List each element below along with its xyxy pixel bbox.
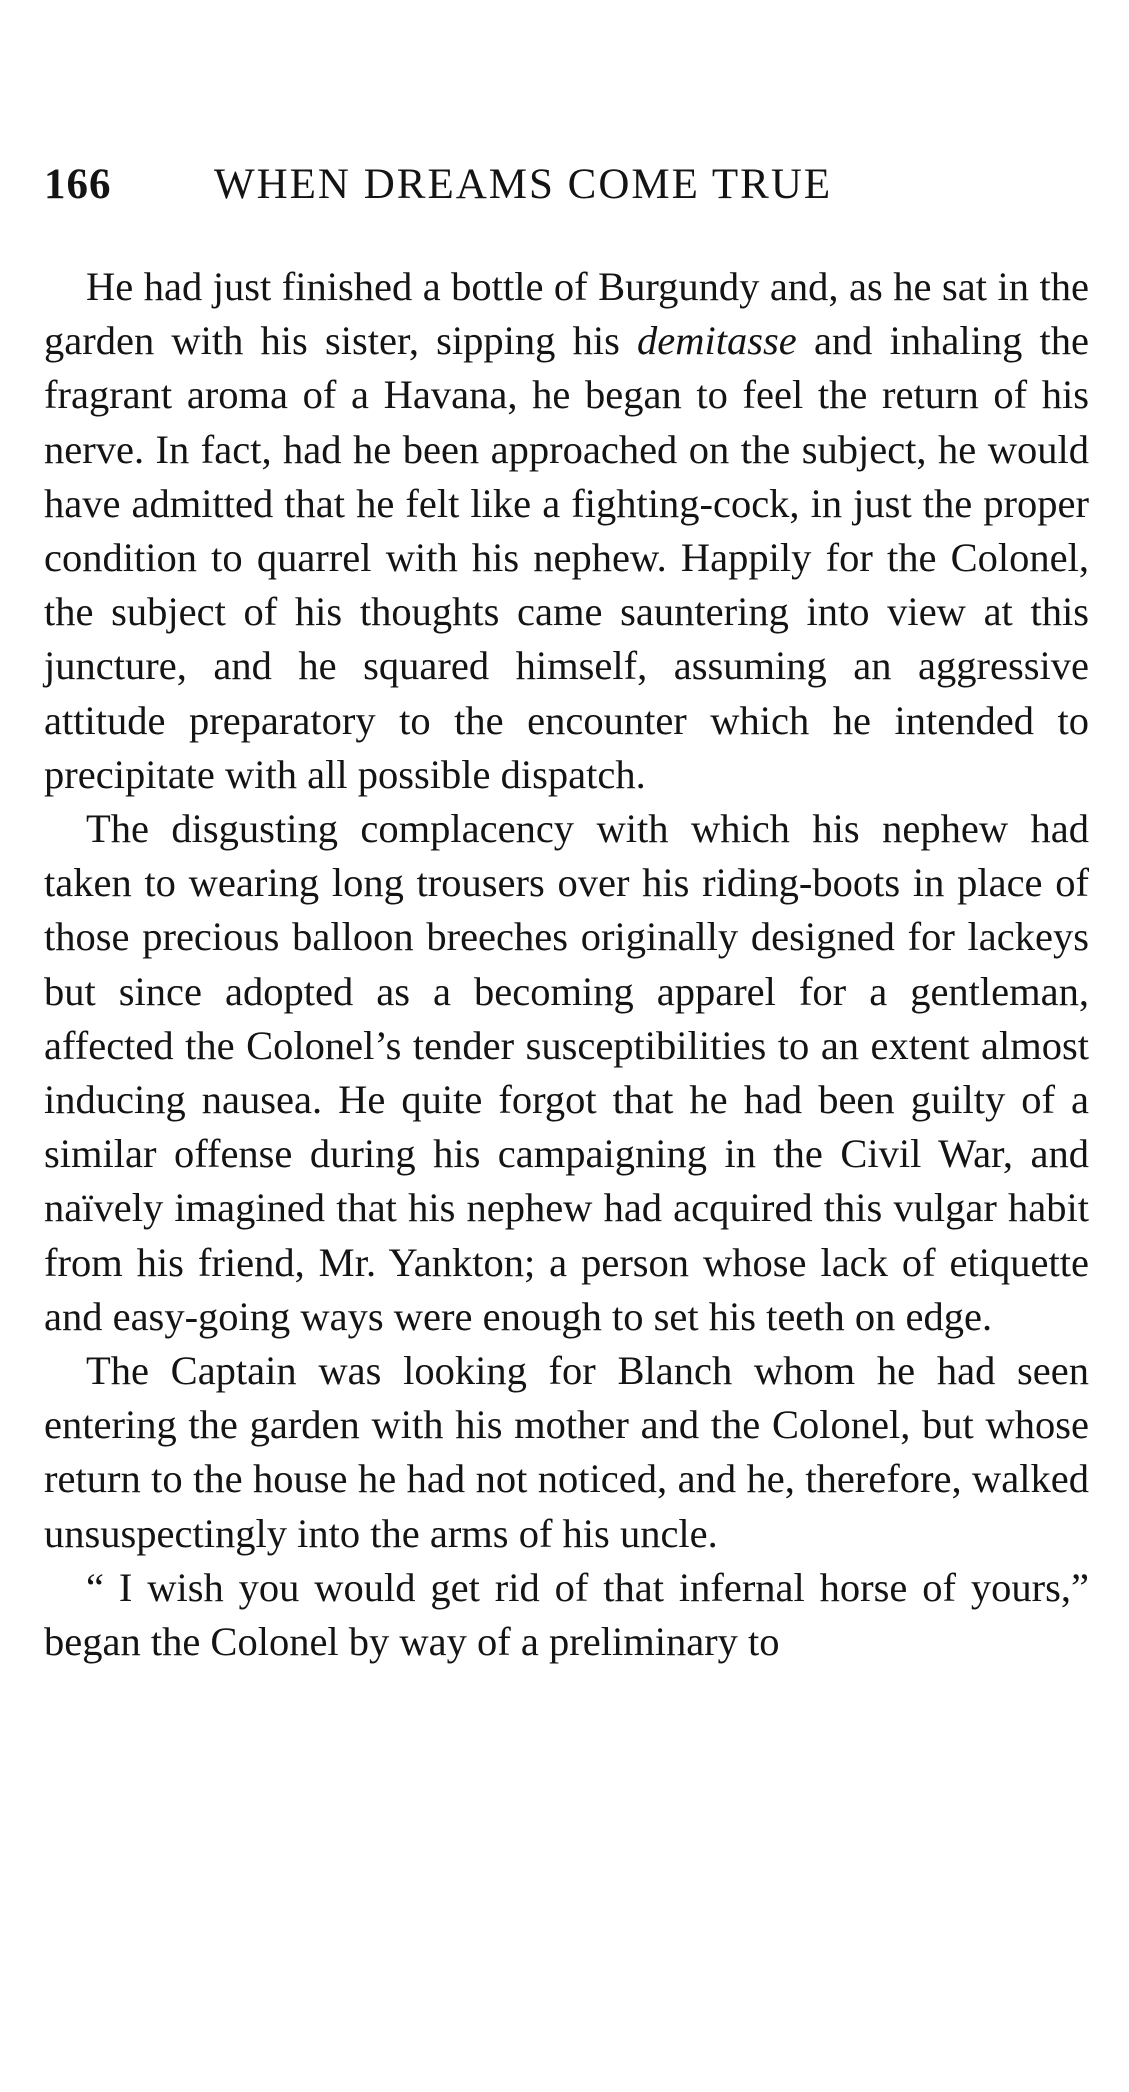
body-text [44, 260, 1089, 1669]
book-page [44, 160, 1089, 1669]
page-number: 166 [44, 161, 112, 208]
paragraph-1-italic-word: demitasse [637, 318, 797, 364]
paragraph-2: The disgusting complacency with which his nephew had taken to wearing long trousers over his riding-boots in place of those precious balloon breeches originally designed for lackeys but since adopted as a becoming apparel for a gentleman, affected the Colonel’s tender susceptibilities to an extent almost inducing nausea. He quite forgot that he had been guilty of a similar offense during his campaigning in the Civil War, and naïvely imagined that his nephew had acquired this vulgar habit from his friend, Mr. Yankton; a person whose lack of etiquette and easy-going ways were enough to set his teeth on edge. [44, 806, 1089, 1339]
paragraph-1-text-end: and inhaling the fragrant aroma of a Havana, he began to feel the return of his nerve. In fact, had he been approached on the subject, he would have admitted that he felt like a fighting-cock, in just the proper condition to quarrel with his nephew. Happily for the Colonel, the subject of his thoughts came sauntering into view at this juncture, and he squared himself, assuming an aggressive attitude preparatory to the encounter which he intended to precipitate with all possible dispatch. [44, 318, 1089, 797]
book-title: WHEN DREAMS COME TRUE [214, 161, 833, 208]
paragraph-1-text-start: He had just finished a bottle of Burgundy and, as he sat in the garden with his sister, sipping his [44, 264, 1089, 364]
paragraph-3: The Captain was looking for Blanch whom he had seen entering the garden with his mother and the Colonel, but whose return to the house he had not noticed, and he, therefore, walked unsuspectingly into the arms of his uncle. [44, 1348, 1089, 1556]
running-head [44, 160, 1089, 220]
paragraph-4: “ I wish you would get rid of that infernal horse of yours,” began the Colonel by way of a preliminary to [44, 1564, 1089, 1665]
paragraph-1 [44, 260, 1089, 802]
